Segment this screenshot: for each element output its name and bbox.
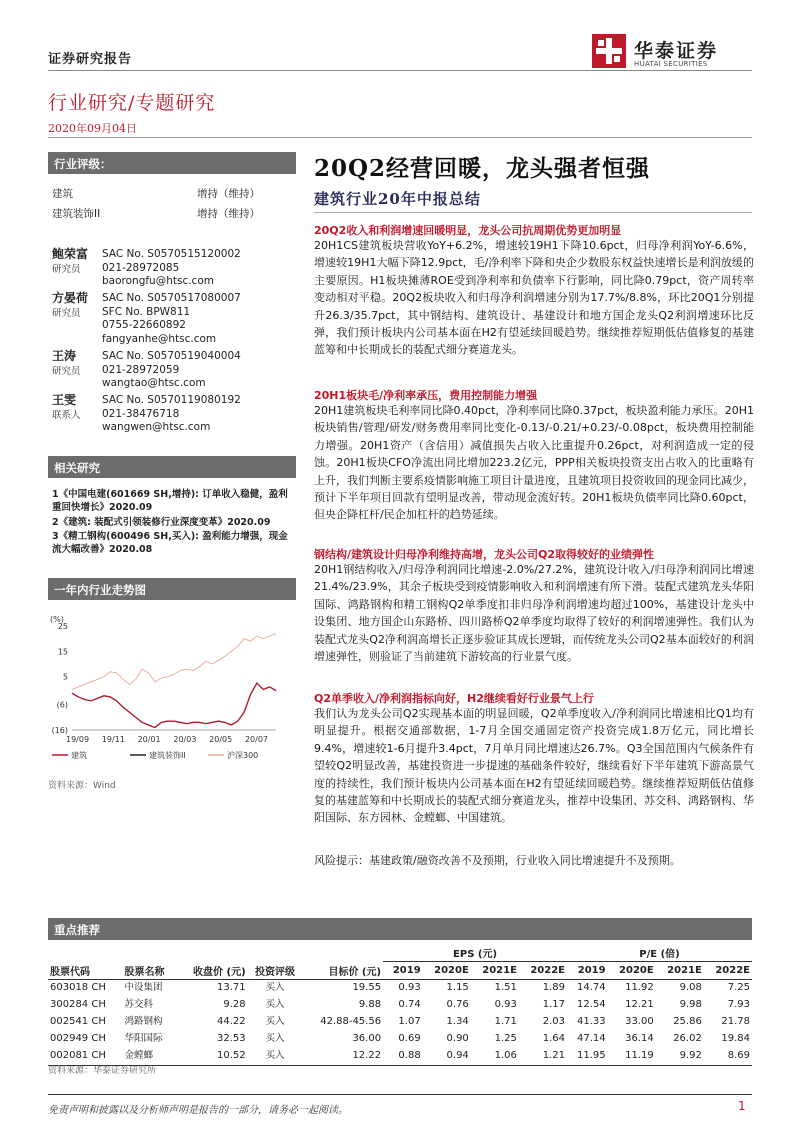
- table-source: 资料来源：华泰证券研究所: [48, 1066, 157, 1076]
- table-cell: 8.69: [704, 1048, 752, 1066]
- table-cell: 7.93: [727, 999, 750, 1010]
- column-header: 投资评级: [255, 966, 295, 978]
- table-cell: 603018 CH: [50, 982, 106, 993]
- analyst-name: 王涛: [52, 349, 77, 363]
- section-body: 20H1建筑板块毛利率同比降0.40pct，净利率同比降0.37pct，板块盈利能力承压。20H1板块销售/管理/研发/财务费用率同比变化-0.13/-0.21/+0.23/-0.08pct，板块费用控制能力增强。20H1资产（含信用）减值损失占收入比重提升0.26pct，对利润造成一定的侵蚀。20H1板块CFO净流出同比增加223.2亿元，PPP相关板块投资支出占收入的比重略有上升，我们判断主要系疫情影响施工项目计量进度，且建筑项目投资收回的现金同比减少，预计下半年项目回款有望明显改善，带动现金流好转。20H1板块负债率同比降0.60pct，但央企降杠杆/民企加杠杆的趋势延续。: [314, 404, 754, 522]
- table-cell: 41.33: [576, 1016, 606, 1027]
- analyst-email[interactable]: wangtao@htsc.com: [102, 377, 206, 389]
- column-header: 股票名称: [124, 966, 165, 978]
- table-cell: 13.71: [217, 982, 246, 993]
- rating-row: [52, 186, 292, 201]
- chart-section-header: 一年内行业走势图: [48, 578, 296, 600]
- related-report-item[interactable]: 2《建筑: 装配式引领装修行业深度变革》2020.09: [52, 517, 271, 528]
- analyst-phone: 0755-22660892: [102, 319, 186, 331]
- rating-value: 增持（维持）: [197, 208, 260, 220]
- table-cell: 1.64: [542, 1033, 566, 1044]
- table-cell: 33.00: [625, 1016, 654, 1027]
- analyst-sac: SAC No. S0570119080192: [102, 394, 241, 406]
- table-cell: 47.14: [576, 1033, 606, 1044]
- table-cell: 19.55: [352, 982, 382, 993]
- analyst-name: 王雯: [52, 393, 77, 407]
- table-cell: 21.78: [721, 1016, 750, 1027]
- table-cell: 7.25: [727, 982, 750, 993]
- rating-sector: 建筑: [52, 188, 73, 200]
- column-header: 目标价 (元): [328, 966, 382, 978]
- analyst-sac: SAC No. S0570515120002: [102, 248, 241, 260]
- table-cell: 买入: [265, 1033, 285, 1044]
- table-cell: 14.74: [576, 982, 606, 993]
- date-divider: [48, 137, 752, 138]
- risk-warning: 风险提示：基建政策/融资改善不及预期，行业收入同比增速提升不及预期。: [314, 854, 681, 867]
- x-tick-label: 20/03: [173, 735, 197, 744]
- table-cell: 36.00: [352, 1033, 382, 1044]
- y-tick-label: (16): [51, 726, 68, 735]
- pe-group-header: P/E (倍): [567, 944, 752, 962]
- page-number: 1: [738, 1099, 746, 1113]
- rating-row: [52, 206, 292, 221]
- analyst-role: 研究员: [52, 308, 81, 319]
- industry-trend-chart: [48, 612, 288, 770]
- analyst-email[interactable]: baorongfu@htsc.com: [102, 275, 214, 287]
- table-cell: 鸿路钢构: [124, 1016, 163, 1027]
- section-heading: 20H1板块毛/净利率承压，费用控制能力增强: [314, 389, 538, 402]
- recommendation-header: 重点推荐: [48, 918, 752, 940]
- title-divider: [314, 212, 752, 213]
- x-tick-label: 19/11: [101, 735, 125, 744]
- table-cell: 9.98: [679, 999, 702, 1010]
- table-cell: 1.17: [542, 999, 566, 1010]
- table-cell: 002081 CH: [48, 1048, 122, 1066]
- x-tick-label: 19/09: [66, 735, 90, 744]
- related-research-header: 相关研究: [48, 456, 296, 478]
- table-cell: 11.92: [625, 982, 654, 993]
- page-subtitle: 建筑行业20年中报总结: [314, 190, 481, 208]
- table-cell: 11.95: [567, 1048, 608, 1066]
- table-cell: 300284 CH: [50, 999, 106, 1010]
- section-body: 我们认为龙头公司Q2实现基本面的明显回暖，Q2单季度收入/净利润同比增速相比Q1均有明显提升。根据交通部数据，1-7月全国交通固定资产投资完成1.8万亿元，同比增长9.4%，增速较1-6月提升3.4pct，7月单月同比增速达26.7%。Q3全国范围内气候条件有望较Q2明显改善，基建投资进一步提速的基础条件较好，继续看好下半年建筑下游高景气度的持续性，我们预计板块内公司基本面在H2有望延续回暖趋势。继续推荐短期低估值修复的基建蓝筹和中长期成长的装配式细分赛道龙头，推荐中设集团、苏交科、鸿路钢构、华阳国际、东方园林、金螳螂、中国建筑。: [314, 707, 754, 825]
- legend-label: 建筑装饰II: [149, 751, 186, 760]
- table-cell: 金螳螂: [122, 1048, 177, 1066]
- y-tick-label: 25: [57, 622, 68, 631]
- table-cell: 002541 CH: [50, 1016, 106, 1027]
- column-header: 2021E: [482, 964, 517, 976]
- table-cell: 0.76: [446, 999, 469, 1010]
- table-cell: 1.34: [446, 1016, 469, 1027]
- table-row: [48, 1014, 752, 1031]
- document-type-label: 证券研究报告: [48, 52, 133, 67]
- logo-english-name: HUATAI SECURITIES: [634, 60, 708, 68]
- column-header: 2022E: [530, 964, 566, 976]
- table-cell: 0.90: [446, 1033, 469, 1044]
- table-cell: 12.21: [625, 999, 654, 1010]
- table-cell: 12.54: [576, 999, 606, 1010]
- legend-label: 沪深300: [227, 751, 259, 760]
- table-cell: 中设集团: [124, 982, 163, 993]
- chart-source: 资料来源：Wind: [48, 781, 116, 791]
- table-cell: 1.89: [542, 982, 566, 993]
- analyst-name: 鲍荣富: [52, 247, 89, 261]
- column-header: 收盘价 (元): [193, 966, 246, 978]
- page-title: 20Q2经营回暖，龙头强者恒强: [314, 155, 651, 182]
- related-report-item[interactable]: 1《中国电建(601669 SH,增持): 订单收入稳健，盈利重回快增长》2020.09: [52, 489, 288, 513]
- section-heading: Q2单季收入/净利润指标向好，H2继续看好行业景气上行: [314, 692, 594, 705]
- table-cell: 1.07: [398, 1016, 421, 1027]
- table-row: [48, 979, 752, 997]
- y-tick-label: 15: [57, 647, 68, 657]
- table-cell: 002949 CH: [50, 1033, 106, 1044]
- analyst-sfc: SFC No. BPW811: [102, 305, 191, 318]
- y-tick-label: 5: [62, 672, 68, 682]
- table-cell: 26.02: [673, 1033, 702, 1044]
- table-cell: 0.93: [398, 982, 421, 993]
- y-axis-unit-label: (%): [50, 615, 64, 624]
- table-cell: 华阳国际: [124, 1033, 163, 1044]
- column-header: 2021E: [667, 964, 702, 976]
- table-cell: 买入: [265, 1016, 285, 1027]
- table-cell: 买入: [248, 1048, 303, 1066]
- table-cell: 12.22: [302, 1048, 383, 1066]
- report-category: 行业研究/专题研究: [48, 92, 216, 114]
- eps-group-header: EPS (元): [383, 944, 567, 962]
- table-cell: 1.71: [494, 1016, 517, 1027]
- x-tick-label: 20/07: [244, 735, 269, 744]
- rating-section-header: 行业评级：: [48, 152, 296, 174]
- table-cell: 苏交科: [124, 999, 153, 1010]
- table-cell: 1.21: [519, 1048, 567, 1066]
- rating-value: 增持（维持）: [197, 188, 260, 200]
- table-cell: 买入: [265, 982, 285, 993]
- x-tick-label: 20/05: [209, 735, 233, 744]
- table-cell: 25.86: [673, 1016, 702, 1027]
- series-line: [72, 683, 276, 727]
- analyst-phone: 021-28972085: [102, 261, 180, 274]
- logo-chinese-name: 华泰证券: [634, 40, 719, 62]
- table-cell: 0.74: [398, 999, 421, 1010]
- analyst-role: 联系人: [52, 410, 81, 421]
- section-body: 20H1钢结构收入/归母净利润同比增速-2.0%/27.2%，建筑设计收入/归母净利润同比增速21.4%/23.9%，其余子板块受到疫情影响收入和利润增速有所下滑。装配式建筑龙头华阳国际、鸿路钢构和精工钢构Q2单季度扣非归母净利润增速均超过100%，基建设计龙头中设集团、地方国企山东路桥、四川路桥Q2单季度均取得了较好的利润增速弹性。我们认为装配式龙头Q2净利润高增长正逐步验证其成长逻辑，而传统龙头公司Q2基本面较好的利润增速弹性，则验证了当前建筑下游较高的行业景气度。: [314, 563, 754, 664]
- table-cell: 19.84: [721, 1033, 750, 1044]
- table-cell: 32.53: [217, 1033, 246, 1044]
- table-cell: 44.22: [217, 1016, 246, 1027]
- table-cell: 0.88: [383, 1048, 423, 1066]
- table-cell: 1.51: [494, 982, 517, 993]
- recommendation-table: [48, 944, 752, 1066]
- table-cell: 买入: [265, 999, 285, 1010]
- footer-divider: [48, 1094, 752, 1095]
- table-cell: 1.15: [446, 982, 469, 993]
- table-cell: 9.28: [223, 999, 246, 1010]
- column-header: 2022E: [715, 964, 750, 976]
- section-heading: 20Q2收入和利润增速回暖明显，龙头公司抗周期优势更加明显: [314, 224, 622, 237]
- report-date: 2020年09月04日: [48, 122, 137, 135]
- column-header: 2019: [392, 964, 421, 976]
- x-tick-label: 20/01: [137, 735, 161, 744]
- column-header: 2020E: [434, 964, 469, 976]
- analyst-sac: SAC No. S0570517080007: [102, 292, 241, 304]
- table-cell: 42.88-45.56: [320, 1016, 382, 1027]
- y-tick-label: (6): [56, 700, 68, 710]
- table-cell: 9.08: [679, 982, 702, 993]
- column-header: 2019: [577, 964, 606, 976]
- section-heading: 钢结构/建筑设计归母净利维持高增，龙头公司Q2取得较好的业绩弹性: [314, 548, 655, 561]
- series-line: [72, 634, 276, 690]
- company-logo: [592, 34, 752, 72]
- table-cell: 9.88: [358, 999, 382, 1010]
- analyst-email[interactable]: fangyanhe@htsc.com: [102, 332, 217, 345]
- table-cell: 0.69: [398, 1033, 421, 1044]
- analyst-name: 方晏荷: [52, 291, 89, 305]
- related-report-item[interactable]: 3《精工钢构(600496 SH,买入): 盈利能力增强，现金流大幅改善》2020.08: [52, 531, 288, 555]
- legend-label: 建筑: [71, 751, 87, 760]
- table-cell: 1.25: [494, 1033, 517, 1044]
- huatai-logo-icon: [592, 34, 626, 68]
- table-cell: 0.94: [423, 1048, 471, 1066]
- section-body: 20H1CS建筑板块营收YoY+6.2%，增速较19H1下降10.6pct，归母净利润YoY-6.6%，增速较19H1大幅下降12.9pct，毛/净利率下降和央企少数股东权益快速增长是利润放缓的主要原因。H1板块摊薄ROE受到净利率和负债率下行影响，同比降0.79pct，资产周转率变动相对平稳。20Q2板块收入和归母净利润增速分别为17.7%/8.8%，环比20Q1分别提升26.3/35.7pct，其中钢结构、建筑设计、基建设计和地方国企龙头Q2利润增速环比反弹，我们预计板块内公司基本面在H2有望延续回暖趋势。继续推荐短期低估值修复的基建蓝筹和中长期成长的装配式细分赛道龙头。: [314, 239, 754, 357]
- table-cell: 0.93: [494, 999, 517, 1010]
- table-row: [48, 997, 752, 1014]
- disclaimer: 免责声明和披露以及分析师声明是报告的一部分，请务必一起阅读。: [48, 1105, 348, 1116]
- table-cell: 11.19: [608, 1048, 656, 1066]
- column-header: 2020E: [619, 964, 654, 976]
- analyst-role: 研究员: [52, 264, 81, 275]
- table-cell: 10.52: [177, 1048, 247, 1066]
- table-row: [48, 1031, 752, 1048]
- table-cell: 2.03: [542, 1016, 566, 1027]
- analyst-phone: 021-38476718: [102, 407, 180, 420]
- analyst-role: 研究员: [52, 366, 81, 377]
- table-cell: 1.06: [471, 1048, 519, 1066]
- column-header: 股票代码: [50, 966, 90, 978]
- analyst-phone: 021-28972059: [102, 363, 180, 376]
- table-cell: 36.14: [625, 1033, 654, 1044]
- analyst-sac: SAC No. S0570519040004: [102, 350, 241, 362]
- analyst-email[interactable]: wangwen@htsc.com: [102, 421, 211, 433]
- table-cell: 9.92: [656, 1048, 704, 1066]
- rating-sector: 建筑装饰II: [52, 208, 101, 220]
